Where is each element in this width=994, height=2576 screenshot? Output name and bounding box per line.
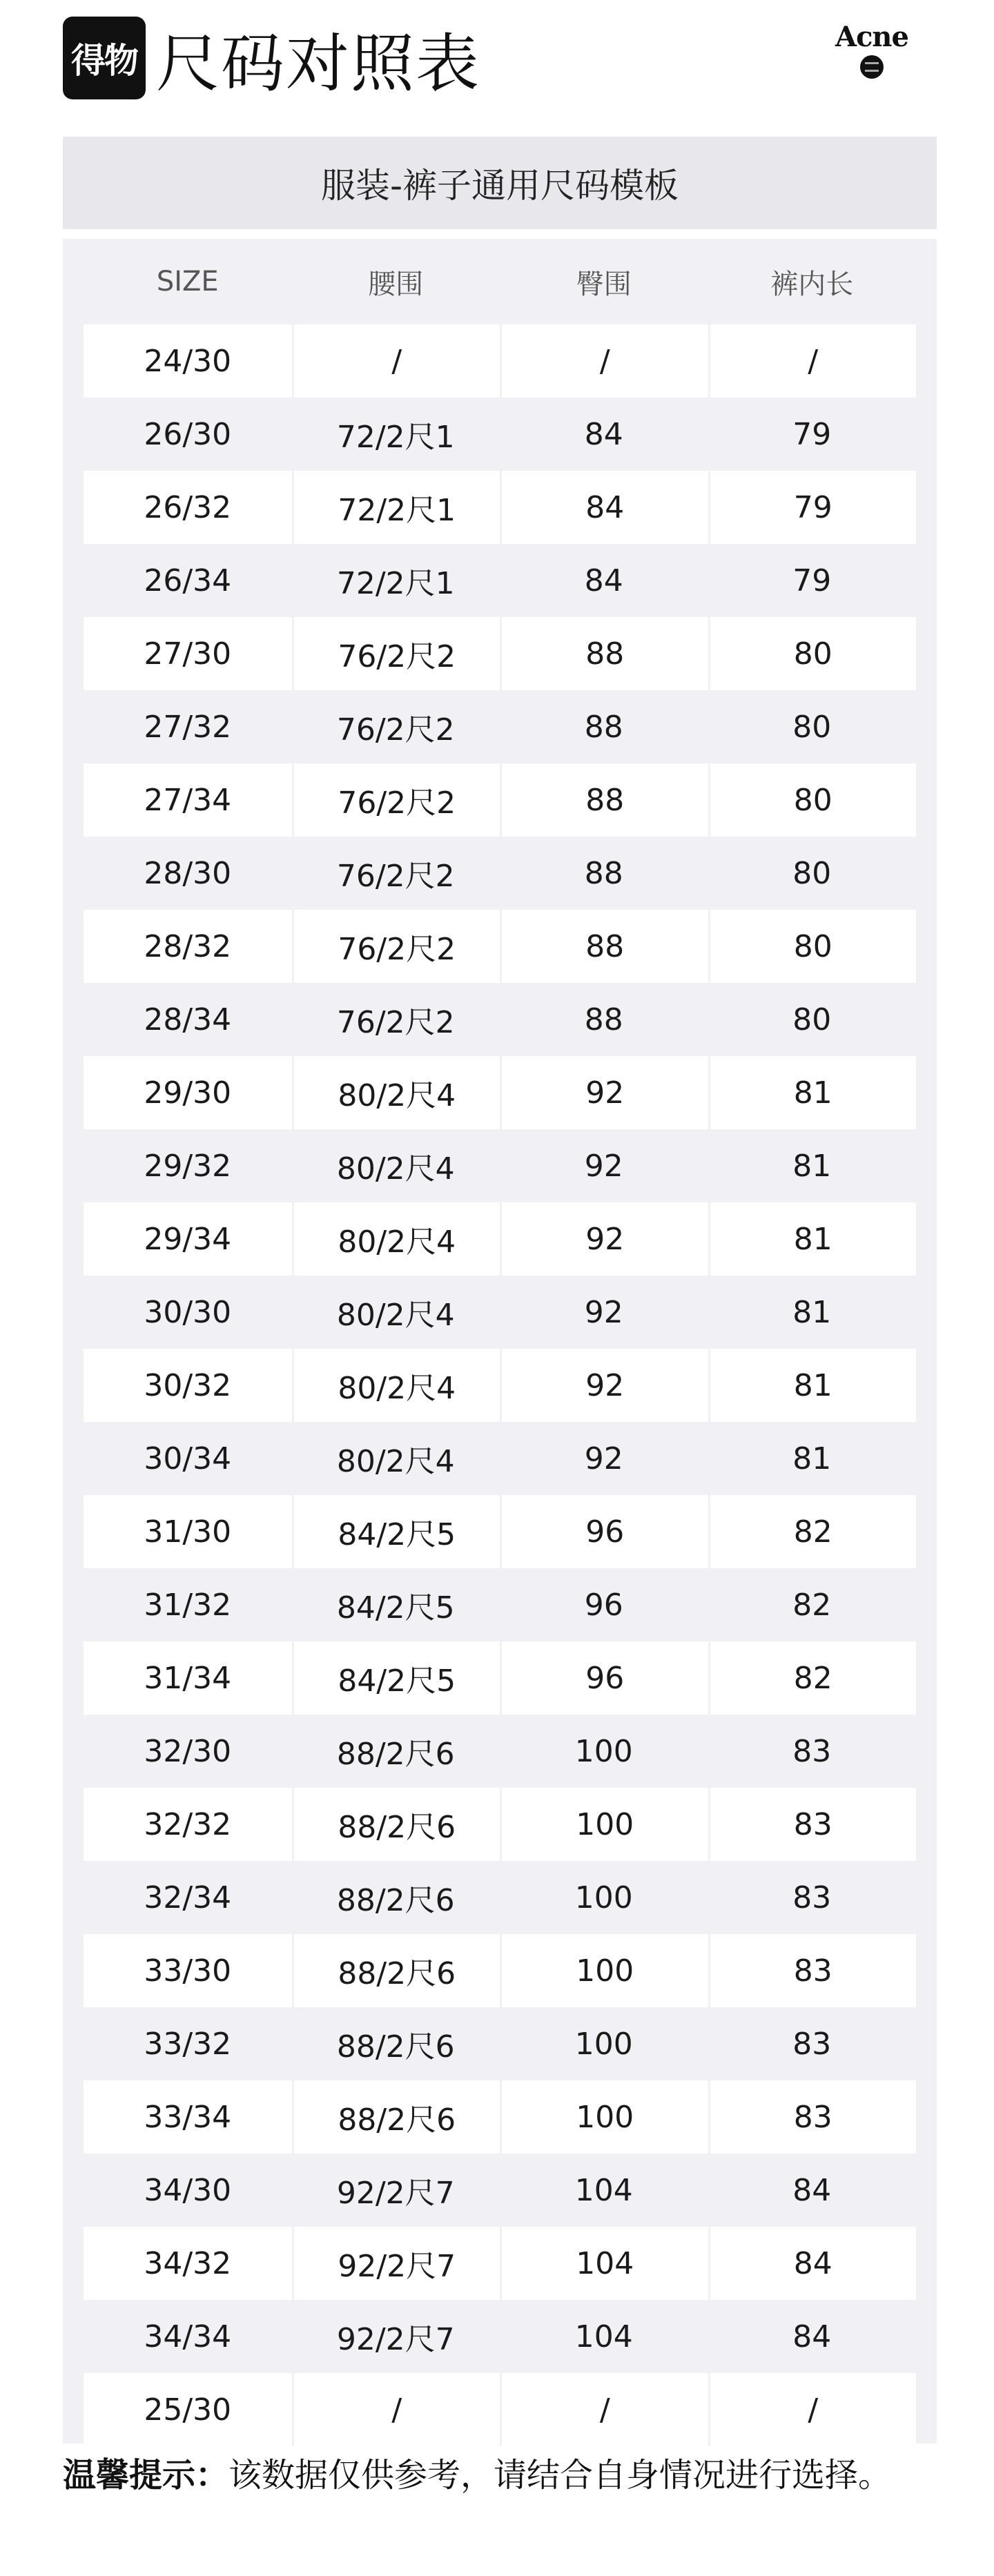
waist-cell: 88/2尺6 bbox=[336, 1737, 455, 1772]
size-cell: 32/34 bbox=[144, 1880, 232, 1915]
inseam-cell: 81 bbox=[792, 1441, 832, 1476]
table-row bbox=[84, 2080, 916, 2154]
table-row bbox=[84, 1422, 916, 1495]
tip-note bbox=[63, 2455, 891, 2496]
inseam-cell: 82 bbox=[708, 1495, 917, 1568]
inseam-cell: 84 bbox=[708, 2227, 917, 2300]
inseam-cell: 80 bbox=[792, 709, 832, 745]
hip-cell: 88 bbox=[500, 763, 708, 837]
waist-cell: 76/2尺2 bbox=[336, 1005, 455, 1040]
hip-cell: 92 bbox=[584, 1441, 623, 1476]
inseam-cell: 81 bbox=[792, 1148, 832, 1184]
waist-cell: 92/2尺7 bbox=[292, 2227, 500, 2300]
inseam-cell: 79 bbox=[792, 416, 832, 452]
inseam-cell: / bbox=[708, 2373, 917, 2446]
size-cell: 27/34 bbox=[144, 782, 232, 818]
size-cell: 30/34 bbox=[144, 1441, 232, 1476]
brand-emblem-icon bbox=[860, 55, 884, 79]
waist-cell: 76/2尺2 bbox=[292, 763, 500, 837]
hip-cell: 96 bbox=[584, 1587, 623, 1623]
waist-cell: 72/2尺1 bbox=[336, 566, 455, 601]
waist-cell: 84/2尺5 bbox=[336, 1590, 455, 1626]
waist-cell: 80/2尺4 bbox=[336, 1444, 455, 1479]
page-title: 尺码对照表 bbox=[156, 27, 481, 101]
waist-cell: 72/2尺1 bbox=[292, 471, 500, 544]
table-title: 服装-裤子通用尺码模板 bbox=[320, 166, 679, 206]
table-row bbox=[84, 837, 916, 910]
hip-cell: 104 bbox=[574, 2319, 633, 2354]
size-cell: 30/32 bbox=[144, 1367, 232, 1403]
hip-cell: 88 bbox=[584, 1002, 623, 1037]
table-row bbox=[84, 1788, 916, 1861]
table-row bbox=[84, 983, 916, 1056]
waist-cell: 88/2尺6 bbox=[292, 2080, 500, 2154]
waist-cell: 80/2尺4 bbox=[336, 1298, 455, 1333]
waist-cell: / bbox=[292, 2373, 500, 2446]
hip-cell: 84 bbox=[500, 471, 708, 544]
waist-cell: 76/2尺2 bbox=[292, 910, 500, 983]
hip-cell: 92 bbox=[584, 1148, 623, 1184]
size-cell: 29/30 bbox=[144, 1075, 232, 1111]
hip-cell: 100 bbox=[500, 1788, 708, 1861]
hip-cell: 92 bbox=[584, 1294, 623, 1330]
hip-cell: / bbox=[500, 2373, 708, 2446]
column-header-inseam: 裤内长 bbox=[770, 268, 854, 300]
table-row bbox=[84, 1568, 916, 1641]
table-row bbox=[84, 1129, 916, 1202]
dewu-logo bbox=[63, 17, 146, 99]
table-row bbox=[84, 763, 916, 837]
column-header-hip: 臀围 bbox=[576, 268, 632, 300]
size-cell: 26/32 bbox=[144, 489, 232, 525]
table-body bbox=[84, 324, 916, 2446]
size-cell: 34/32 bbox=[144, 2245, 232, 2281]
table-row bbox=[84, 617, 916, 690]
hip-cell: 100 bbox=[574, 1880, 633, 1915]
size-cell: 33/34 bbox=[144, 2099, 232, 2135]
table-row bbox=[84, 544, 916, 617]
inseam-cell: 81 bbox=[708, 1056, 917, 1129]
tip-label: 温馨提示： bbox=[63, 2456, 229, 2495]
table-row bbox=[84, 1934, 916, 2007]
size-cell: 28/34 bbox=[144, 1002, 232, 1037]
hip-cell: 104 bbox=[500, 2227, 708, 2300]
table-row bbox=[84, 398, 916, 471]
table-row bbox=[84, 1202, 916, 1276]
waist-cell: 84/2尺5 bbox=[292, 1495, 500, 1568]
inseam-cell: 81 bbox=[792, 1294, 832, 1330]
hip-cell: 100 bbox=[500, 2080, 708, 2154]
hip-cell: 96 bbox=[500, 1641, 708, 1715]
table-row bbox=[84, 1349, 916, 1422]
hip-cell: / bbox=[500, 324, 708, 398]
table-row bbox=[84, 690, 916, 763]
table-row bbox=[84, 1715, 916, 1788]
column-header-size: SIZE bbox=[156, 266, 219, 297]
inseam-cell: 80 bbox=[708, 763, 917, 837]
waist-cell: 80/2尺4 bbox=[292, 1202, 500, 1276]
table-row bbox=[84, 1276, 916, 1349]
table-row bbox=[84, 2300, 916, 2373]
page-header bbox=[0, 0, 994, 131]
waist-cell: 88/2尺6 bbox=[336, 2029, 455, 2065]
table-row bbox=[84, 471, 916, 544]
inseam-cell: 79 bbox=[792, 563, 832, 598]
hip-cell: 88 bbox=[584, 855, 623, 891]
inseam-cell: 81 bbox=[708, 1349, 917, 1422]
size-cell: 31/32 bbox=[144, 1587, 232, 1623]
waist-cell: 80/2尺4 bbox=[336, 1151, 455, 1187]
size-cell: 31/30 bbox=[144, 1514, 232, 1550]
hip-cell: 104 bbox=[574, 2172, 633, 2208]
inseam-cell: 83 bbox=[792, 1733, 832, 1769]
size-cell: 26/34 bbox=[144, 563, 232, 598]
size-cell: 28/32 bbox=[144, 928, 232, 964]
waist-cell: 76/2尺2 bbox=[336, 712, 455, 748]
waist-cell: 88/2尺6 bbox=[336, 1883, 455, 1918]
hip-cell: 84 bbox=[584, 416, 623, 452]
brand-logo bbox=[820, 21, 924, 90]
inseam-cell: 83 bbox=[708, 1788, 917, 1861]
table-title-bar bbox=[63, 137, 937, 229]
waist-cell: 76/2尺2 bbox=[292, 617, 500, 690]
size-cell: 24/30 bbox=[144, 343, 232, 379]
hip-cell: 88 bbox=[500, 617, 708, 690]
inseam-cell: 80 bbox=[792, 855, 832, 891]
size-table bbox=[63, 239, 937, 2443]
table-header-row bbox=[84, 239, 916, 324]
hip-cell: 100 bbox=[574, 1733, 633, 1769]
size-cell: 25/30 bbox=[144, 2392, 232, 2428]
table-row bbox=[84, 324, 916, 398]
hip-cell: 100 bbox=[574, 2026, 633, 2062]
hip-cell: 92 bbox=[500, 1056, 708, 1129]
table-row bbox=[84, 1495, 916, 1568]
waist-cell: 88/2尺6 bbox=[292, 1788, 500, 1861]
inseam-cell: 81 bbox=[708, 1202, 917, 1276]
size-cell: 33/32 bbox=[144, 2026, 232, 2062]
size-cell: 32/30 bbox=[144, 1733, 232, 1769]
inseam-cell: 82 bbox=[792, 1587, 832, 1623]
waist-cell: / bbox=[292, 324, 500, 398]
size-cell: 34/34 bbox=[144, 2319, 232, 2354]
inseam-cell: 80 bbox=[792, 1002, 832, 1037]
size-cell: 33/30 bbox=[144, 1953, 232, 1989]
inseam-cell: 79 bbox=[708, 471, 917, 544]
app-logo-text: 得物 bbox=[71, 41, 137, 81]
table-row bbox=[84, 910, 916, 983]
waist-cell: 76/2尺2 bbox=[336, 859, 455, 894]
hip-cell: 96 bbox=[500, 1495, 708, 1568]
hip-cell: 88 bbox=[500, 910, 708, 983]
inseam-cell: / bbox=[708, 324, 917, 398]
table-row bbox=[84, 2227, 916, 2300]
size-cell: 32/32 bbox=[144, 1806, 232, 1842]
inseam-cell: 83 bbox=[708, 1934, 917, 2007]
table-row bbox=[84, 1056, 916, 1129]
hip-cell: 100 bbox=[500, 1934, 708, 2007]
waist-cell: 72/2尺1 bbox=[336, 420, 455, 455]
inseam-cell: 83 bbox=[792, 2026, 832, 2062]
size-cell: 28/30 bbox=[144, 855, 232, 891]
inseam-cell: 82 bbox=[708, 1641, 917, 1715]
brand-name: Acne bbox=[835, 21, 908, 53]
size-cell: 29/32 bbox=[144, 1148, 232, 1184]
size-cell: 27/30 bbox=[144, 636, 232, 672]
inseam-cell: 80 bbox=[708, 910, 917, 983]
inseam-cell: 80 bbox=[708, 617, 917, 690]
waist-cell: 92/2尺7 bbox=[336, 2176, 455, 2211]
table-row bbox=[84, 2154, 916, 2227]
inseam-cell: 84 bbox=[792, 2319, 832, 2354]
column-header-waist: 腰围 bbox=[368, 268, 424, 300]
waist-cell: 92/2尺7 bbox=[336, 2322, 455, 2357]
waist-cell: 80/2尺4 bbox=[292, 1349, 500, 1422]
waist-cell: 88/2尺6 bbox=[292, 1934, 500, 2007]
hip-cell: 92 bbox=[500, 1349, 708, 1422]
hip-cell: 88 bbox=[584, 709, 623, 745]
tip-text: 该数据仅供参考，请结合自身情况进行选择。 bbox=[228, 2456, 892, 2495]
inseam-cell: 83 bbox=[708, 2080, 917, 2154]
table-row bbox=[84, 2373, 916, 2446]
table-row bbox=[84, 2007, 916, 2080]
inseam-cell: 84 bbox=[792, 2172, 832, 2208]
hip-cell: 84 bbox=[584, 563, 623, 598]
size-cell: 27/32 bbox=[144, 709, 232, 745]
size-cell: 30/30 bbox=[144, 1294, 232, 1330]
table-row bbox=[84, 1861, 916, 1934]
size-cell: 26/30 bbox=[144, 416, 232, 452]
size-cell: 29/34 bbox=[144, 1221, 232, 1257]
waist-cell: 84/2尺5 bbox=[292, 1641, 500, 1715]
hip-cell: 92 bbox=[500, 1202, 708, 1276]
table-row bbox=[84, 1641, 916, 1715]
size-cell: 31/34 bbox=[144, 1660, 232, 1696]
inseam-cell: 83 bbox=[792, 1880, 832, 1915]
waist-cell: 80/2尺4 bbox=[292, 1056, 500, 1129]
size-cell: 34/30 bbox=[144, 2172, 232, 2208]
